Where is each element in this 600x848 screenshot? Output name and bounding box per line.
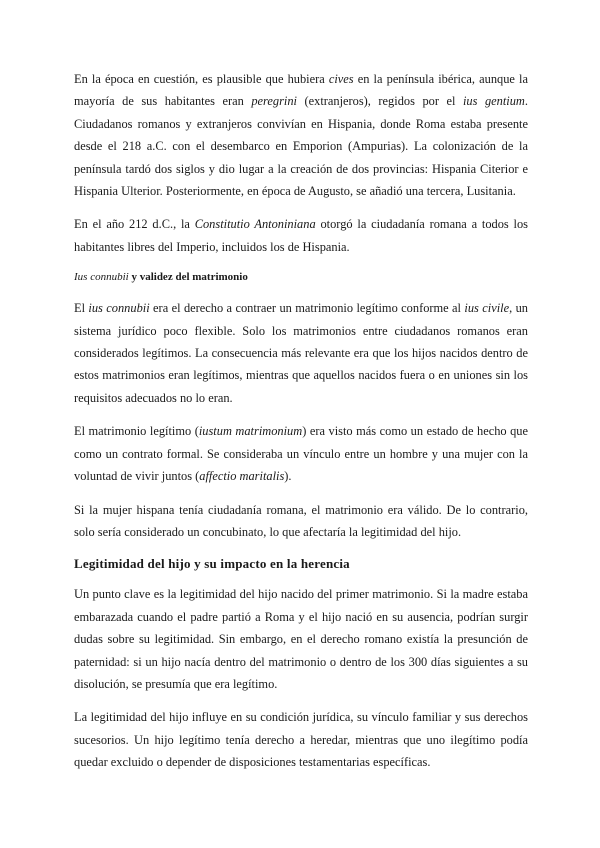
text-run: . Ciudadanos romanos y extranjeros convivían en Hispania, donde Roma estaba presente desde el 218 a.C. con el desembarco en Emporion (Ampurias). La colonización de la península tardó dos siglos y dio lugar a la creación de dos provincias: Hispania Citerior e Hispania Ulterior. Posteriormente, en época de Augusto, se añadió una tercera, Lusitania. bbox=[74, 94, 528, 199]
italic-term: iustum matrimonium bbox=[198, 424, 303, 439]
text-run: en la península ibérica, aunque la mayoría de sus habitantes eran bbox=[74, 72, 528, 109]
paragraph-ius-connubii bbox=[74, 297, 528, 409]
italic-term: ius civile bbox=[464, 301, 510, 316]
italic-term: ius connubii bbox=[88, 301, 150, 316]
section-heading-legitimidad: Legitimidad del hijo y su impacto en la herencia bbox=[74, 556, 350, 572]
paragraph-constitutio bbox=[74, 213, 528, 258]
text-run: El matrimonio legítimo ( bbox=[74, 424, 199, 439]
subheading-ius-connubii bbox=[74, 269, 528, 285]
paragraph-derechos-sucesorios: La legitimidad del hijo influye en su condición jurídica, su vínculo familiar y sus derechos sucesorios. Un hijo legítimo tenía derecho a heredar, mientras que uno ilegítimo podía quedar excluido o depender de disposiciones testamentarias específicas. bbox=[74, 710, 528, 770]
text-run: El bbox=[74, 301, 89, 316]
paragraph-presuncion: Un punto clave es la legitimidad del hijo nacido del primer matrimonio. Si la madre estaba embarazada cuando el padre partió a Roma y el hijo nació en su ausencia, podrían surgir dudas sobre su legitimidad. Sin embargo, en el derecho romano existía la presunción de paternidad: si un hijo nacía dentro del matrimonio o dentro de los 300 días siguientes a su disolución, se presumía que era legítimo. bbox=[74, 587, 528, 691]
paragraph-mujer-hispana: Si la mujer hispana tenía ciudadanía romana, el matrimonio era válido. De lo contrario, solo sería considerado un concubinato, lo que afectaría la legitimidad del hijo. bbox=[74, 502, 528, 539]
text-run: En el año 212 d.C., la bbox=[74, 217, 195, 232]
italic-term: cives bbox=[328, 72, 354, 86]
text-run: ). bbox=[284, 469, 292, 484]
italic-term: ius gentium bbox=[462, 94, 525, 109]
text-run: ) era visto más como un estado de hecho que como un contrato formal. Se consideraba un vínculo entre un hombre y una mujer con la voluntad de vivir juntos ( bbox=[74, 424, 529, 484]
italic-term: Constitutio Antoniniana bbox=[194, 217, 316, 232]
text-run: , un sistema jurídico poco flexible. Solo los matrimonios entre ciudadanos romanos eran considerados legítimos. La consecuencia más relevante era que los hijos nacidos dentro de estos matrimonios eran legítimos, mientras que aquellos nacidos fuera o en uniones sin los requisitos adecuados no lo eran. bbox=[74, 301, 529, 405]
text-run: (extranjeros), regidos por el bbox=[296, 94, 463, 109]
text-run: era el derecho a contraer un matrimonio legítimo conforme al bbox=[149, 301, 465, 316]
text-run: otorgó la ciudadanía romana a todos los habitantes libres del Imperio, incluidos los de Hispania. bbox=[74, 217, 528, 254]
paragraph-iustum-matrimonium bbox=[74, 420, 528, 487]
paragraph-cives bbox=[74, 68, 528, 202]
italic-term: affectio maritalis bbox=[199, 469, 285, 484]
subheading-italic: Ius connubii bbox=[74, 271, 129, 284]
italic-term: peregrini bbox=[251, 94, 297, 109]
text-run: En la época en cuestión, es plausible que hubiera bbox=[74, 72, 329, 86]
document-body bbox=[74, 68, 528, 785]
subheading-bold: y validez del matrimonio bbox=[128, 271, 248, 284]
